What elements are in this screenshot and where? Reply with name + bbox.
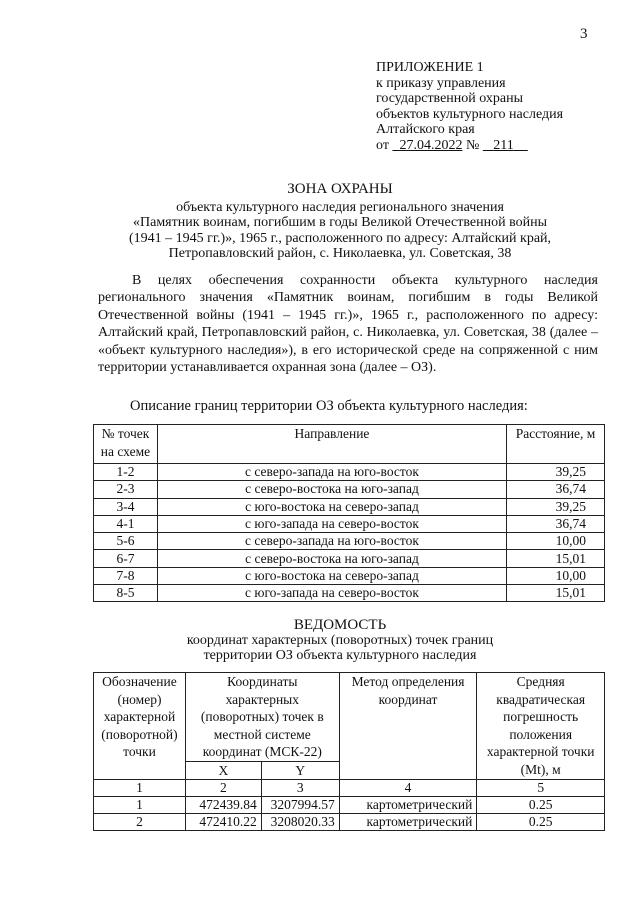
points-cell: 1-2: [94, 464, 158, 481]
title-line: (1941 – 1945 гг.)», 1965 г., расположенного по адресу: Алтайский край,: [128, 230, 552, 246]
y-cell: 3207994.57: [261, 797, 339, 814]
direction-cell: с северо-запада на юго-восток: [157, 464, 506, 481]
direction-cell: с юго-запада на северо-восток: [157, 515, 506, 532]
column-numbering-row: [94, 780, 605, 797]
appendix-line: Алтайского края: [376, 122, 475, 137]
points-cell: 3-4: [94, 498, 158, 515]
table-row: [94, 533, 605, 550]
vedomost-line: координат характерных (поворотных) точек границ: [186, 633, 494, 648]
points-cell: 5-6: [94, 533, 158, 550]
appendix-line: к приказу управления: [376, 75, 506, 91]
points-cell: 6-7: [94, 550, 158, 567]
method-cell: картометрический: [339, 814, 477, 831]
table-header-row: [94, 673, 605, 762]
column-number: 2: [185, 780, 261, 797]
direction-cell: с северо-востока на юго-запад: [157, 481, 506, 498]
column-number: 3: [261, 780, 339, 797]
direction-cell: с северо-запада на юго-восток: [157, 533, 506, 550]
table-row: [94, 498, 605, 515]
direction-cell: с юго-востока на северо-запад: [157, 498, 506, 515]
title-line: «Памятник воинам, погибшим в годы Великой Отечественной войны: [133, 215, 547, 230]
boundary-table: [93, 424, 605, 602]
direction-cell: с юго-запада на северо-восток: [157, 585, 506, 602]
table-row: [94, 585, 605, 602]
order-date: 27.04.2022: [399, 137, 463, 153]
distance-cell: 36,74: [507, 515, 605, 532]
error-cell: 0.25: [477, 814, 605, 831]
order-prefix: от: [376, 137, 389, 153]
column-number: 4: [339, 780, 477, 797]
table-row: [94, 814, 605, 831]
column-number: 1: [94, 780, 186, 797]
points-cell: 2-3: [94, 481, 158, 498]
column-number: 5: [477, 780, 605, 797]
points-cell: 4-1: [94, 515, 158, 532]
header-direction: Направление: [157, 425, 506, 464]
direction-cell: с юго-востока на северо-запад: [157, 567, 506, 584]
header-error: Средняя квадратическая погрешность положения характерной точки (Mt), м: [477, 673, 605, 780]
order-number: 211: [493, 137, 514, 153]
table-row: [94, 515, 605, 532]
distance-cell: 36,74: [507, 481, 605, 498]
title-line: объекта культурного наследия регионального значения: [176, 199, 504, 215]
appendix-line: объектов культурного наследия: [376, 106, 564, 122]
x-cell: 472410.22: [185, 814, 261, 831]
distance-cell: 39,25: [507, 498, 605, 515]
header-points: № точек на схеме: [94, 425, 158, 464]
appendix-line: государственной охраны: [376, 91, 524, 106]
intro-paragraph: В целях обеспечения сохранности объекта культурного наследия регионального значения «Памятник воинам, погибшим в годы Великой Отечественной войны (1941 – 1945 гг.)», 1965 г., расположенного по адресу: Алтайский край, Петропавловский район, с. Николаевка, ул. Советская, 38 (далее – «объект культурного наследия»), в его исторической среде на сопряженной с ним территории устанавливается охранная зона (далее – ОЗ).: [98, 273, 598, 376]
point-cell: 2: [94, 814, 186, 831]
page-number: 3: [580, 26, 588, 42]
title-line: Петропавловский район, с. Николаевка, ул. Советская, 38: [168, 246, 512, 261]
vedomost-line: территории ОЗ объекта культурного наследия: [203, 648, 477, 663]
points-cell: 8-5: [94, 585, 158, 602]
table-header-row: [94, 425, 605, 464]
y-cell: 3208020.33: [261, 814, 339, 831]
header-x: X: [185, 761, 261, 780]
order-number-sign: №: [465, 137, 480, 153]
method-cell: картометрический: [339, 797, 477, 814]
table-row: [94, 464, 605, 481]
distance-cell: 10,00: [507, 533, 605, 550]
document-title: [60, 182, 620, 262]
order-line: [376, 138, 563, 154]
x-cell: 472439.84: [185, 797, 261, 814]
header-y: Y: [261, 761, 339, 780]
appendix-title: ПРИЛОЖЕНИЕ 1: [376, 60, 484, 75]
header-coordinates: Координаты характерных (поворотных) точек в местной системе координат (МСК-22): [185, 673, 339, 762]
header-point: Обозначение (номер) характерной (поворотной) точки: [94, 673, 186, 780]
table-row: [94, 797, 605, 814]
boundary-caption: Описание границ территории ОЗ объекта культурного наследия:: [130, 398, 528, 414]
table-row: [94, 550, 605, 567]
error-cell: 0.25: [477, 797, 605, 814]
header-distance: Расстояние, м: [507, 425, 605, 464]
vedomost-title: ВЕДОМОСТЬ: [293, 617, 387, 633]
coordinates-table: [93, 672, 605, 831]
distance-cell: 10,00: [507, 567, 605, 584]
points-cell: 7-8: [94, 567, 158, 584]
main-title: ЗОНА ОХРАНЫ: [287, 181, 393, 197]
point-cell: 1: [94, 797, 186, 814]
header-method: Метод определения координат: [339, 673, 477, 780]
distance-cell: 15,01: [507, 585, 605, 602]
table-row: [94, 567, 605, 584]
direction-cell: с северо-востока на юго-запад: [157, 550, 506, 567]
distance-cell: 39,25: [507, 464, 605, 481]
table-row: [94, 481, 605, 498]
vedomost-heading: [60, 618, 620, 663]
distance-cell: 15,01: [507, 550, 605, 567]
appendix-header: [376, 60, 563, 153]
